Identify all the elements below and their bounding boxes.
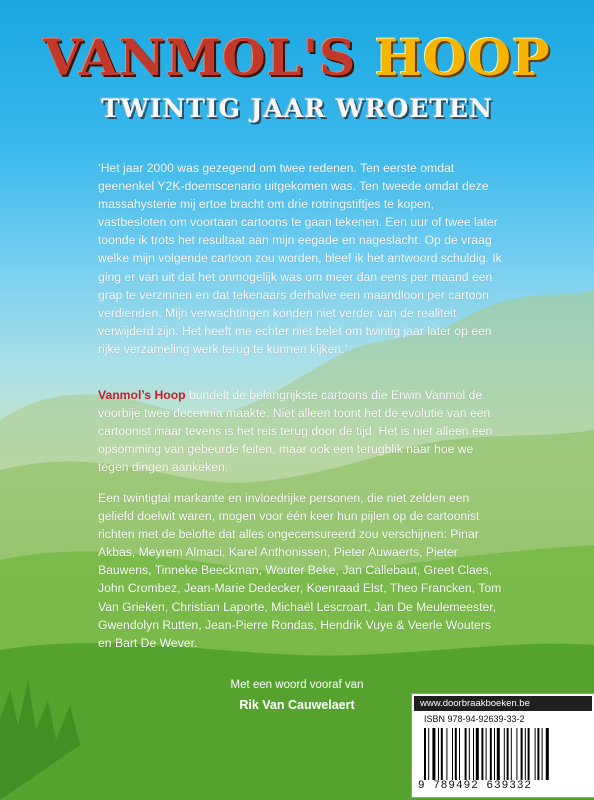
title-part-hoop: HOOP	[374, 28, 551, 87]
book-subtitle: TWINTIG JAAR WROETEN	[101, 94, 493, 123]
foreword-label: Met een woord vooraf van	[230, 679, 364, 691]
title-block	[0, 28, 594, 126]
title-part-vanmols: VANMOL'S	[43, 28, 375, 87]
description-paragraph	[98, 386, 504, 476]
publisher-url: www.doorbraakboeken.be	[414, 696, 592, 711]
book-title	[43, 28, 550, 88]
barcode-image	[422, 728, 584, 780]
barcode-digits: 9 789492 639332	[418, 780, 533, 792]
book-name-highlight: Vanmol’s Hoop	[98, 388, 186, 402]
contributors-paragraph: Een twintigtal markante en invloedrijke personen, die niet zelden een geliefd doelwit waren, mogen voor één keer hun pijlen op de cartoonist richten met de belofte dat alles ongecensureerd zou verschijnen: Pinar Akbas, Meyrem Almaci, Karel Anthonissen, Pieter Auwaerts, Pieter Bauwens, Tinneke Beeckman, Wouter Beke, Jan Callebaut, Greet Claes, John Crombez, Jean-Marie Dedecker, Koenraad Elst, Theo Francken, Tom Van Grieken, Christian Laporte, Michaël Lescroart, Jan De Meulemeester, Gwendolyn Rutten, Jean-Pierre Rondas, Hendrik Vuye & Veerle Wouters en Bart De Wever.	[98, 491, 502, 650]
quote-paragraph: ‘Het jaar 2000 was gezegend om twee redenen. Ten eerste omdat geenenkel Y2K-doemscenario uitgekomen was. Ten tweede omdat deze massahysterie mij ertoe bracht om drie rotringstiftjes te kopen, vastbesloten om voortaan cartoons te gaan tekenen. Een uur of twee later toonde ik trots het resultaat aan mijn eegade en nageslacht. Op de vraag welke mijn volgende cartoon zou worden, bleef ik het antwoord schuldig. Ik ging er van uit dat het onmogelijk was om meer dan eens per maand een grap te verzinnen en dat tekenaars derhalve een maandloon per cartoon verdienden. Mijn verwachtingen konden niet verder van de realiteit verwijderd zijn. Het heeft me echter niet belet om twintig jaar later op een rijke verzameling werk terug te kunnen kijken.’	[98, 161, 502, 356]
foreword-author: Rik Van Cauwelaert	[239, 698, 355, 712]
description-text: bundelt de belangrijkste cartoons die Erwin Vanmol de voorbije twee decennia maakte. Niet alleen toont het de evolutie van een cartoonist maar tevens is het reis terug door de tijd. Het is niet alleen een opsomming van gebeurde feiten, maar ook een terugblik naar hoe we tegen dingen aankeken.	[98, 388, 493, 475]
barcode-box	[411, 693, 594, 798]
isbn-label: ISBN 978-94-92639-33-2	[424, 714, 525, 724]
